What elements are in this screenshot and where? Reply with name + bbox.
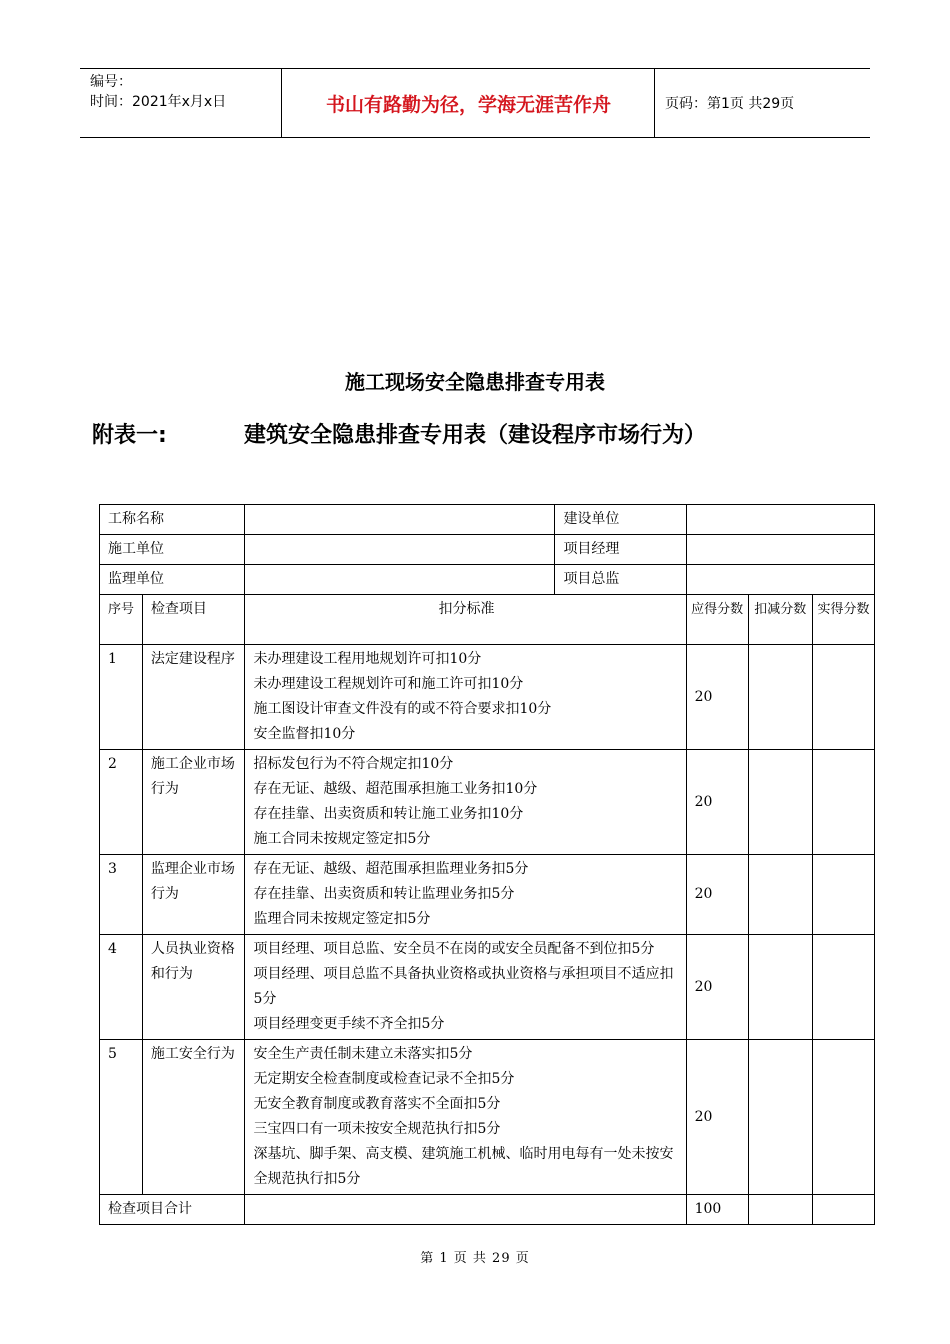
table-row <box>100 1040 875 1195</box>
total-row <box>100 1195 875 1225</box>
subtitle-label: 附表一: <box>92 423 167 448</box>
col-header-item: 检查项目 <box>142 595 245 645</box>
criteria-line: 施工合同未按规定签定扣5分 <box>253 831 431 847</box>
info-value[interactable] <box>686 505 874 535</box>
row-actual-score[interactable] <box>812 935 874 1040</box>
row-item: 法定建设程序 <box>142 645 245 750</box>
criteria-line: 项目经理、项目总监、安全员不在岗的或安全员配备不到位扣5分 <box>253 941 655 957</box>
header-page-info: 页码：第1页 共29页 <box>665 96 795 112</box>
header-motto: 书山有路勤为径，学海无涯苦作舟 <box>283 69 655 137</box>
table-row <box>100 935 875 1040</box>
row-deduct-score[interactable] <box>748 645 812 750</box>
row-seq: 5 <box>100 1040 143 1195</box>
info-value[interactable] <box>686 565 874 595</box>
criteria-line: 存在挂靠、出卖资质和转让监理业务扣5分 <box>253 886 515 902</box>
info-value[interactable] <box>686 535 874 565</box>
row-item: 监理企业市场行为 <box>142 855 245 935</box>
row-deduct-score[interactable] <box>748 1040 812 1195</box>
row-actual-score[interactable] <box>812 750 874 855</box>
row-seq: 4 <box>100 935 143 1040</box>
row-criteria <box>245 935 686 1040</box>
document-title: 施工现场安全隐患排查专用表 <box>345 370 605 394</box>
criteria-line: 三宝四口有一项未按安全规范执行扣5分 <box>253 1121 501 1137</box>
info-label: 项目总监 <box>555 565 686 595</box>
row-item: 施工企业市场行为 <box>142 750 245 855</box>
row-should-score: 20 <box>686 1040 748 1195</box>
criteria-line: 未办理建设工程用地规划许可扣10分 <box>253 651 482 667</box>
info-label: 建设单位 <box>555 505 686 535</box>
total-actual[interactable] <box>812 1195 874 1225</box>
row-item: 人员执业资格和行为 <box>142 935 245 1040</box>
info-row <box>100 505 875 535</box>
row-seq: 2 <box>100 750 143 855</box>
row-should-score: 20 <box>686 855 748 935</box>
row-criteria <box>245 750 686 855</box>
info-value[interactable] <box>245 565 555 595</box>
row-should-score: 20 <box>686 645 748 750</box>
total-criteria <box>245 1195 686 1225</box>
column-header-row <box>100 595 875 645</box>
criteria-line: 项目经理、项目总监不具备执业资格或执业资格与承担项目不适应扣5分 <box>253 966 674 1007</box>
row-should-score: 20 <box>686 935 748 1040</box>
col-header-criteria: 扣分标准 <box>245 595 686 645</box>
row-criteria <box>245 1040 686 1195</box>
row-actual-score[interactable] <box>812 645 874 750</box>
time-label: 时间：2021年x月x日 <box>90 94 227 110</box>
document-subtitle <box>92 418 892 449</box>
criteria-line: 无安全教育制度或教育落实不全面扣5分 <box>253 1096 501 1112</box>
info-value[interactable] <box>245 535 555 565</box>
criteria-line: 深基坑、脚手架、高支模、建筑施工机械、临时用电每有一处未按安全规范执行扣5分 <box>253 1146 674 1187</box>
criteria-line: 施工图设计审查文件没有的或不符合要求扣10分 <box>253 701 552 717</box>
number-label: 编号： <box>90 74 132 90</box>
table-row <box>100 855 875 935</box>
criteria-line: 招标发包行为不符合规定扣10分 <box>253 756 454 772</box>
criteria-line: 安全监督扣10分 <box>253 726 356 742</box>
info-label: 项目经理 <box>555 535 686 565</box>
total-score: 100 <box>686 1195 748 1225</box>
col-header-seq: 序号 <box>100 595 143 645</box>
row-deduct-score[interactable] <box>748 855 812 935</box>
table-row <box>100 645 875 750</box>
criteria-line: 无定期安全检查制度或检查记录不全扣5分 <box>253 1071 515 1087</box>
row-should-score: 20 <box>686 750 748 855</box>
page-header <box>80 68 870 138</box>
row-deduct-score[interactable] <box>748 750 812 855</box>
criteria-line: 存在无证、越级、超范围承担施工业务扣10分 <box>253 781 538 797</box>
header-meta <box>80 69 282 137</box>
inspection-table <box>99 504 875 1225</box>
criteria-line: 安全生产责任制未建立未落实扣5分 <box>253 1046 473 1062</box>
col-header-deduct: 扣减分数 <box>748 595 812 645</box>
total-label: 检查项目合计 <box>100 1195 245 1225</box>
row-actual-score[interactable] <box>812 855 874 935</box>
info-value[interactable] <box>245 505 555 535</box>
info-row <box>100 565 875 595</box>
criteria-line: 存在挂靠、出卖资质和转让施工业务扣10分 <box>253 806 524 822</box>
criteria-line: 未办理建设工程规划许可和施工许可扣10分 <box>253 676 524 692</box>
row-criteria <box>245 645 686 750</box>
row-item: 施工安全行为 <box>142 1040 245 1195</box>
info-label: 工称名称 <box>100 505 245 535</box>
row-seq: 3 <box>100 855 143 935</box>
criteria-line: 存在无证、越级、超范围承担监理业务扣5分 <box>253 861 529 877</box>
table-row <box>100 750 875 855</box>
row-criteria <box>245 855 686 935</box>
criteria-line: 监理合同未按规定签定扣5分 <box>253 911 431 927</box>
info-label: 施工单位 <box>100 535 245 565</box>
info-label: 监理单位 <box>100 565 245 595</box>
col-header-actual: 实得分数 <box>812 595 874 645</box>
info-row <box>100 535 875 565</box>
subtitle-text: 建筑安全隐患排查专用表（建设程序市场行为） <box>244 423 707 448</box>
col-header-should: 应得分数 <box>686 595 748 645</box>
row-actual-score[interactable] <box>812 1040 874 1195</box>
row-seq: 1 <box>100 645 143 750</box>
page-footer: 第 1 页 共 29 页 <box>420 1251 530 1266</box>
criteria-line: 项目经理变更手续不齐全扣5分 <box>253 1016 445 1032</box>
total-deduct[interactable] <box>748 1195 812 1225</box>
row-deduct-score[interactable] <box>748 935 812 1040</box>
